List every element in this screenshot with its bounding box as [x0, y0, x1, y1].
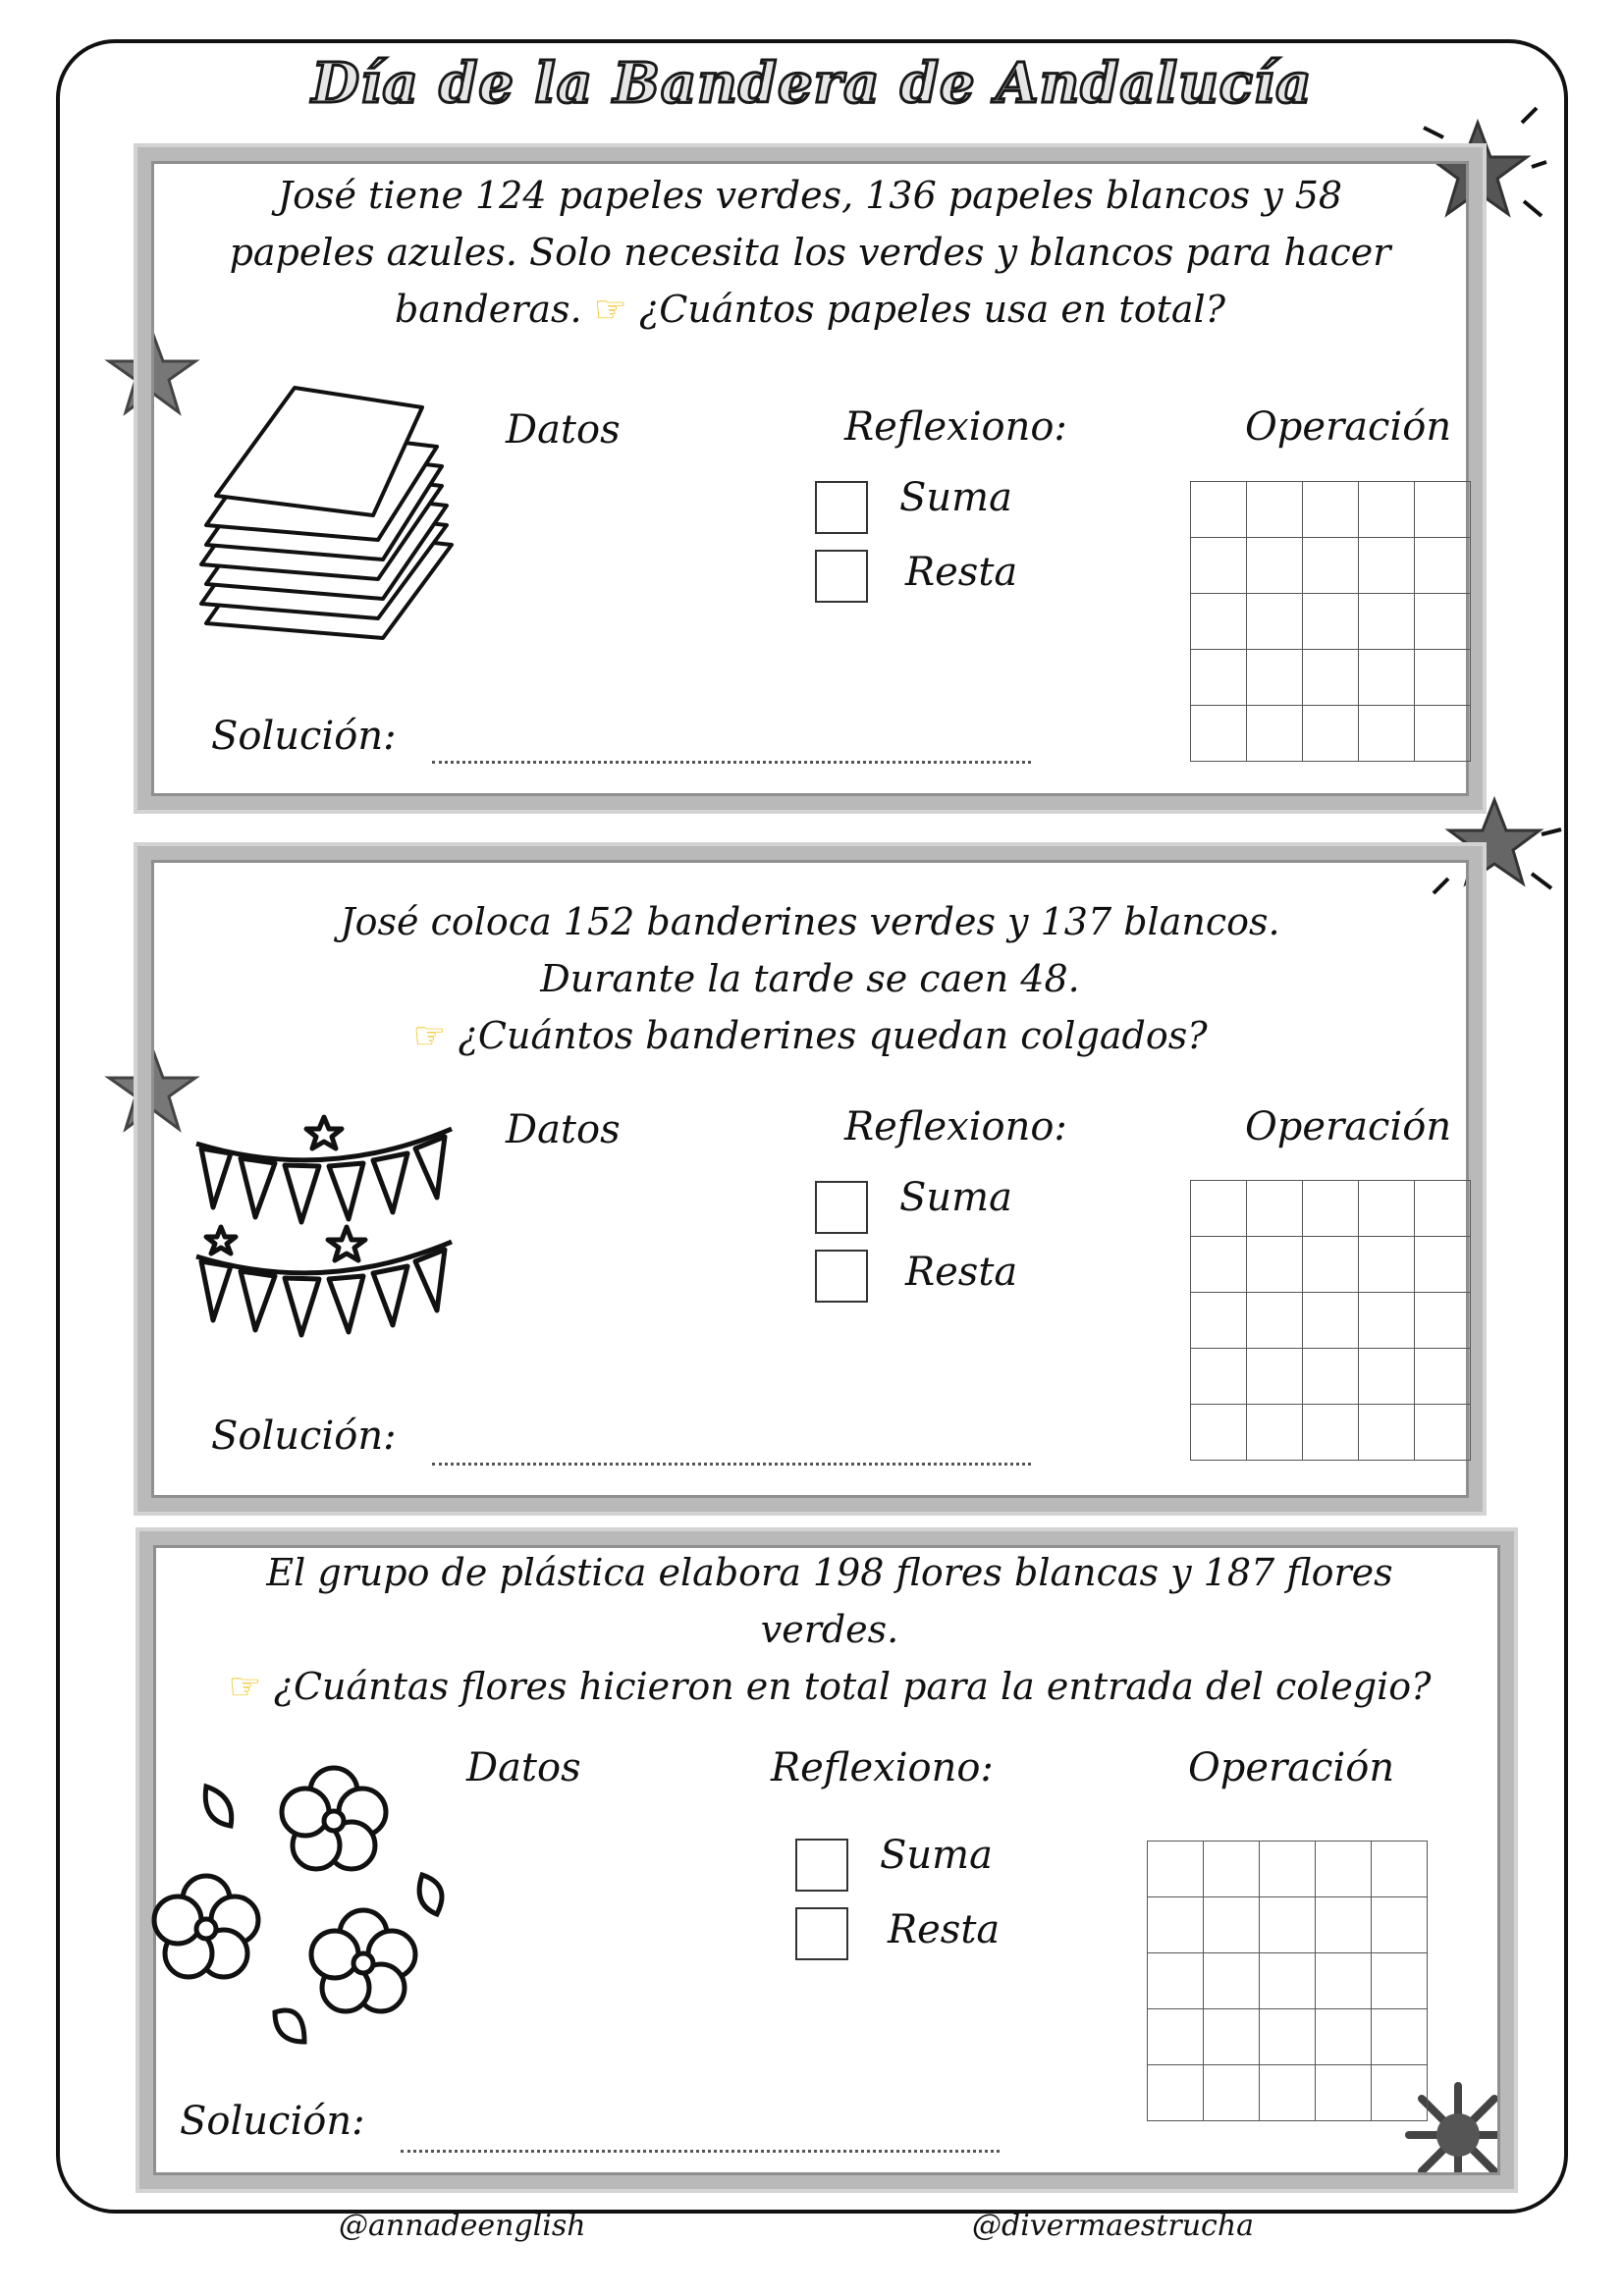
problem-line: El grupo de plástica elabora 198 flores blancas y 187 flores: [266, 1551, 1393, 1594]
pointing-hand-icon: ☞: [412, 1014, 447, 1057]
problem-line: José tiene 124 papeles verdes, 136 papeles blancos y 58: [277, 174, 1343, 217]
operacion-label: Operación: [1245, 1104, 1452, 1149]
reflexiono-label: Reflexiono:: [771, 1745, 994, 1790]
bunting-icon: [191, 1109, 457, 1364]
paper-stack-icon: [187, 378, 471, 653]
solucion-label: Solución:: [180, 2099, 365, 2144]
problem-question: ¿Cuántos papeles usa en total?: [638, 288, 1226, 331]
resta-checkbox[interactable]: [795, 1907, 848, 1960]
problem-line: verdes.: [760, 1608, 899, 1651]
problem-line: banderas.: [394, 288, 582, 331]
problem-text-3: [157, 1544, 1502, 1715]
flowers-icon: [137, 1767, 461, 2061]
solucion-label: Solución:: [211, 714, 397, 759]
pointing-hand-icon: ☞: [593, 288, 627, 331]
problem-line: papeles azules. Solo necesita los verdes y blancos para hacer: [229, 231, 1391, 274]
solution-answer-line[interactable]: [432, 1463, 1031, 1466]
resta-checkbox[interactable]: [815, 550, 868, 603]
operation-grid[interactable]: [1147, 1841, 1428, 2121]
reflexiono-label: Reflexiono:: [844, 404, 1067, 450]
datos-label: Datos: [506, 1107, 621, 1152]
problem-line: José coloca 152 banderines verdes y 137 blancos.: [340, 900, 1280, 943]
resta-label: Resta: [905, 550, 1018, 595]
solucion-label: Solución:: [211, 1414, 397, 1459]
solution-answer-line[interactable]: [401, 2150, 1000, 2153]
suma-label: Suma: [899, 475, 1012, 520]
credit-right: @divermaestrucha: [972, 2209, 1255, 2243]
pointing-hand-icon: ☞: [228, 1665, 262, 1708]
suma-label: Suma: [899, 1175, 1012, 1220]
problem-question: ¿Cuántos banderines quedan colgados?: [458, 1014, 1208, 1057]
operation-grid[interactable]: [1190, 1180, 1471, 1461]
operation-grid[interactable]: [1190, 481, 1471, 762]
resta-label: Resta: [905, 1250, 1018, 1295]
credit-left: @annadeenglish: [339, 2209, 586, 2243]
problem-text-2: [157, 893, 1463, 1064]
suma-checkbox[interactable]: [815, 481, 868, 534]
reflexiono-label: Reflexiono:: [844, 1104, 1067, 1149]
problem-text-1: [157, 167, 1463, 338]
operacion-label: Operación: [1188, 1745, 1395, 1790]
suma-checkbox[interactable]: [815, 1181, 868, 1234]
page-title: Día de la Bandera de Andalucía: [311, 51, 1313, 116]
problem-question: ¿Cuántas flores hicieron en total para la entrada del colegio?: [273, 1665, 1432, 1708]
solution-answer-line[interactable]: [432, 761, 1031, 764]
datos-label: Datos: [506, 407, 621, 453]
datos-label: Datos: [466, 1745, 581, 1790]
suma-checkbox[interactable]: [795, 1839, 848, 1892]
resta-checkbox[interactable]: [815, 1250, 868, 1303]
operacion-label: Operación: [1245, 404, 1452, 450]
problem-line: Durante la tarde se caen 48.: [540, 957, 1080, 1000]
resta-label: Resta: [888, 1907, 1001, 1952]
suma-label: Suma: [880, 1833, 993, 1878]
